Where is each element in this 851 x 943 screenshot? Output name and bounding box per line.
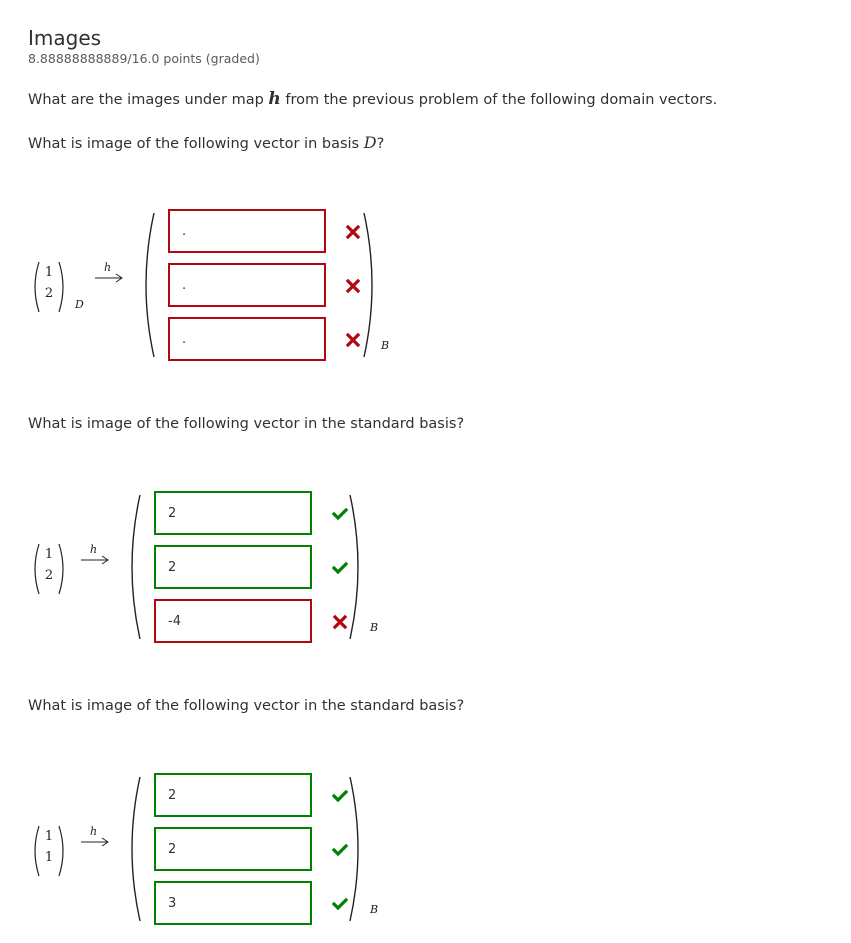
problem-2-prompt: What is image of the following vector in the standard basis? bbox=[28, 416, 465, 432]
result-subscript: B bbox=[370, 621, 379, 634]
check-icon bbox=[332, 788, 348, 804]
answer-input-1[interactable]: 2 bbox=[154, 491, 312, 535]
result-subscript: B bbox=[370, 903, 379, 916]
map-arrow bbox=[80, 545, 110, 571]
cross-icon bbox=[345, 224, 361, 240]
map-symbol: h bbox=[268, 89, 281, 109]
domain-vector-entry: 1 bbox=[44, 547, 54, 562]
result-subscript: B bbox=[381, 339, 390, 352]
map-arrow bbox=[80, 827, 110, 853]
answer-input-2[interactable]: 2 bbox=[154, 827, 312, 871]
problem-1-prompt bbox=[28, 133, 384, 152]
answer-input-3[interactable]: . bbox=[168, 317, 326, 361]
cross-icon bbox=[345, 332, 361, 348]
map-arrow-label: h bbox=[90, 825, 98, 838]
problem-3 bbox=[0, 764, 851, 934]
basis-symbol: D bbox=[363, 133, 377, 152]
check-icon bbox=[332, 896, 348, 912]
domain-vector bbox=[30, 824, 76, 878]
prompt-text-end: ? bbox=[376, 136, 385, 152]
domain-vector bbox=[30, 260, 76, 314]
prompt-text: What is image of the following vector in basis bbox=[28, 136, 364, 152]
cross-icon bbox=[345, 278, 361, 294]
arrow-icon bbox=[80, 837, 110, 847]
map-arrow-label: h bbox=[90, 543, 98, 556]
domain-vector-entry: 1 bbox=[44, 829, 54, 844]
intro-text-after: from the previous problem of the following domain vectors. bbox=[280, 92, 718, 108]
intro-text bbox=[28, 89, 717, 109]
check-icon bbox=[332, 842, 348, 858]
check-icon bbox=[332, 560, 348, 576]
domain-vector-entry: 1 bbox=[44, 850, 54, 865]
answer-input-1[interactable]: . bbox=[168, 209, 326, 253]
answer-input-3[interactable]: 3 bbox=[154, 881, 312, 925]
points-score: 8.88888888889/16.0 points (graded) bbox=[28, 51, 260, 66]
domain-vector-entry: 2 bbox=[44, 568, 54, 583]
arrow-icon bbox=[94, 273, 124, 283]
intro-text-before: What are the images under map bbox=[28, 92, 269, 108]
answer-input-2[interactable]: 2 bbox=[154, 545, 312, 589]
domain-vector bbox=[30, 542, 76, 596]
answer-input-1[interactable]: 2 bbox=[154, 773, 312, 817]
answer-input-3[interactable]: -4 bbox=[154, 599, 312, 643]
domain-subscript: D bbox=[75, 298, 84, 311]
problem-3-prompt: What is image of the following vector in the standard basis? bbox=[28, 698, 465, 714]
arrow-icon bbox=[80, 555, 110, 565]
domain-vector-entry: 1 bbox=[44, 265, 54, 280]
check-icon bbox=[332, 506, 348, 522]
map-arrow bbox=[94, 263, 124, 289]
map-arrow-label: h bbox=[104, 261, 112, 274]
problem-1 bbox=[0, 200, 851, 370]
problem-2 bbox=[0, 482, 851, 652]
answer-input-2[interactable]: . bbox=[168, 263, 326, 307]
domain-vector-entry: 2 bbox=[44, 286, 54, 301]
problem-title: Images bbox=[28, 25, 102, 50]
cross-icon bbox=[332, 614, 348, 630]
